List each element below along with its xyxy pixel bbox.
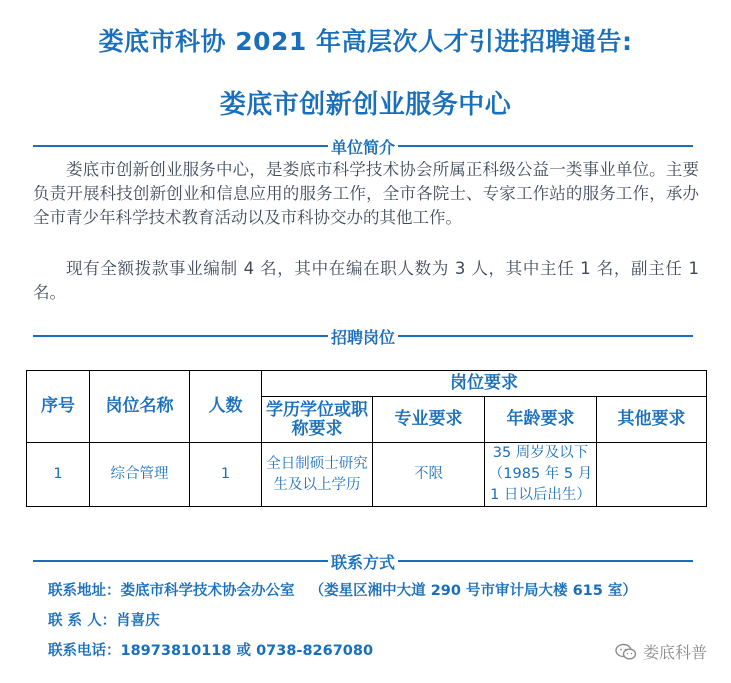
cell-education: 全日制硕士研究生及以上学历: [262, 443, 373, 507]
header-count: 人数: [190, 371, 262, 443]
intro-paragraph: 娄底市创新创业服务中心，是娄底市科学技术协会所属正科级公益一类事业单位。主要负责开展科技创新创业和信息应用的服务工作，全市各院士、专家工作站的服务工作，承办全市青少年科学技术教育活动以及市科协交办的其他工作。: [33, 160, 699, 227]
section-label: 联系方式: [331, 552, 396, 572]
staffing-paragraph: 现有全额拨款事业编制 4 名，其中在编在职人数为 3 人，其中主任 1 名，副主任 1 名。: [33, 259, 699, 302]
divider-line: [398, 335, 693, 337]
divider-line: [398, 145, 693, 147]
cell-count: 1: [190, 443, 262, 507]
phone-value: 18973810118 或 0738-8267080: [120, 643, 374, 659]
phone-label: 联系电话：: [48, 643, 121, 659]
divider-line: [33, 335, 328, 337]
person-label: 联 系 人：: [48, 613, 117, 629]
section-heading-intro: [33, 136, 693, 156]
table-row: [27, 443, 707, 507]
divider-line: [33, 145, 328, 147]
header-education: 学历学位或职称要求: [262, 397, 373, 443]
address-label: 联系地址：: [48, 583, 121, 599]
header-requirements: 岗位要求: [262, 371, 707, 397]
address-value: 娄底市科学技术协会办公室: [120, 583, 295, 599]
header-age: 年龄要求: [485, 397, 597, 443]
cell-major: 不限: [373, 443, 485, 507]
cell-seq: 1: [27, 443, 90, 507]
divider-line: [398, 560, 693, 562]
organization-title: 娄底市创新创业服务中心: [219, 90, 512, 120]
cell-position: 综合管理: [90, 443, 190, 507]
section-label: 单位简介: [331, 137, 396, 157]
notice-title: 娄底市科协 2021 年高层次人才引进招聘通告:: [98, 27, 633, 56]
header-position: 岗位名称: [90, 371, 190, 443]
divider-line: [33, 560, 328, 562]
header-other: 其他要求: [597, 397, 707, 443]
section-heading-contact: [33, 551, 693, 571]
header-seq: 序号: [27, 371, 90, 443]
cell-age: 35 周岁及以下（1985 年 5 月 1 日以后出生）: [485, 443, 597, 507]
watermark: [615, 640, 707, 663]
contact-person: [48, 609, 160, 630]
jobs-table: [26, 370, 707, 507]
cell-other: [597, 443, 707, 507]
contact-address: [48, 579, 637, 600]
header-major: 专业要求: [373, 397, 485, 443]
contact-phone: [48, 639, 373, 660]
person-value: 肖喜庆: [116, 613, 160, 629]
section-heading-jobs: [33, 326, 693, 346]
address-detail: （娄星区湘中大道 290 号市审计局大楼 615 室）: [309, 583, 637, 599]
watermark-text: 娄底科普: [642, 643, 707, 662]
wechat-icon: [615, 643, 637, 661]
section-label: 招聘岗位: [331, 327, 396, 347]
